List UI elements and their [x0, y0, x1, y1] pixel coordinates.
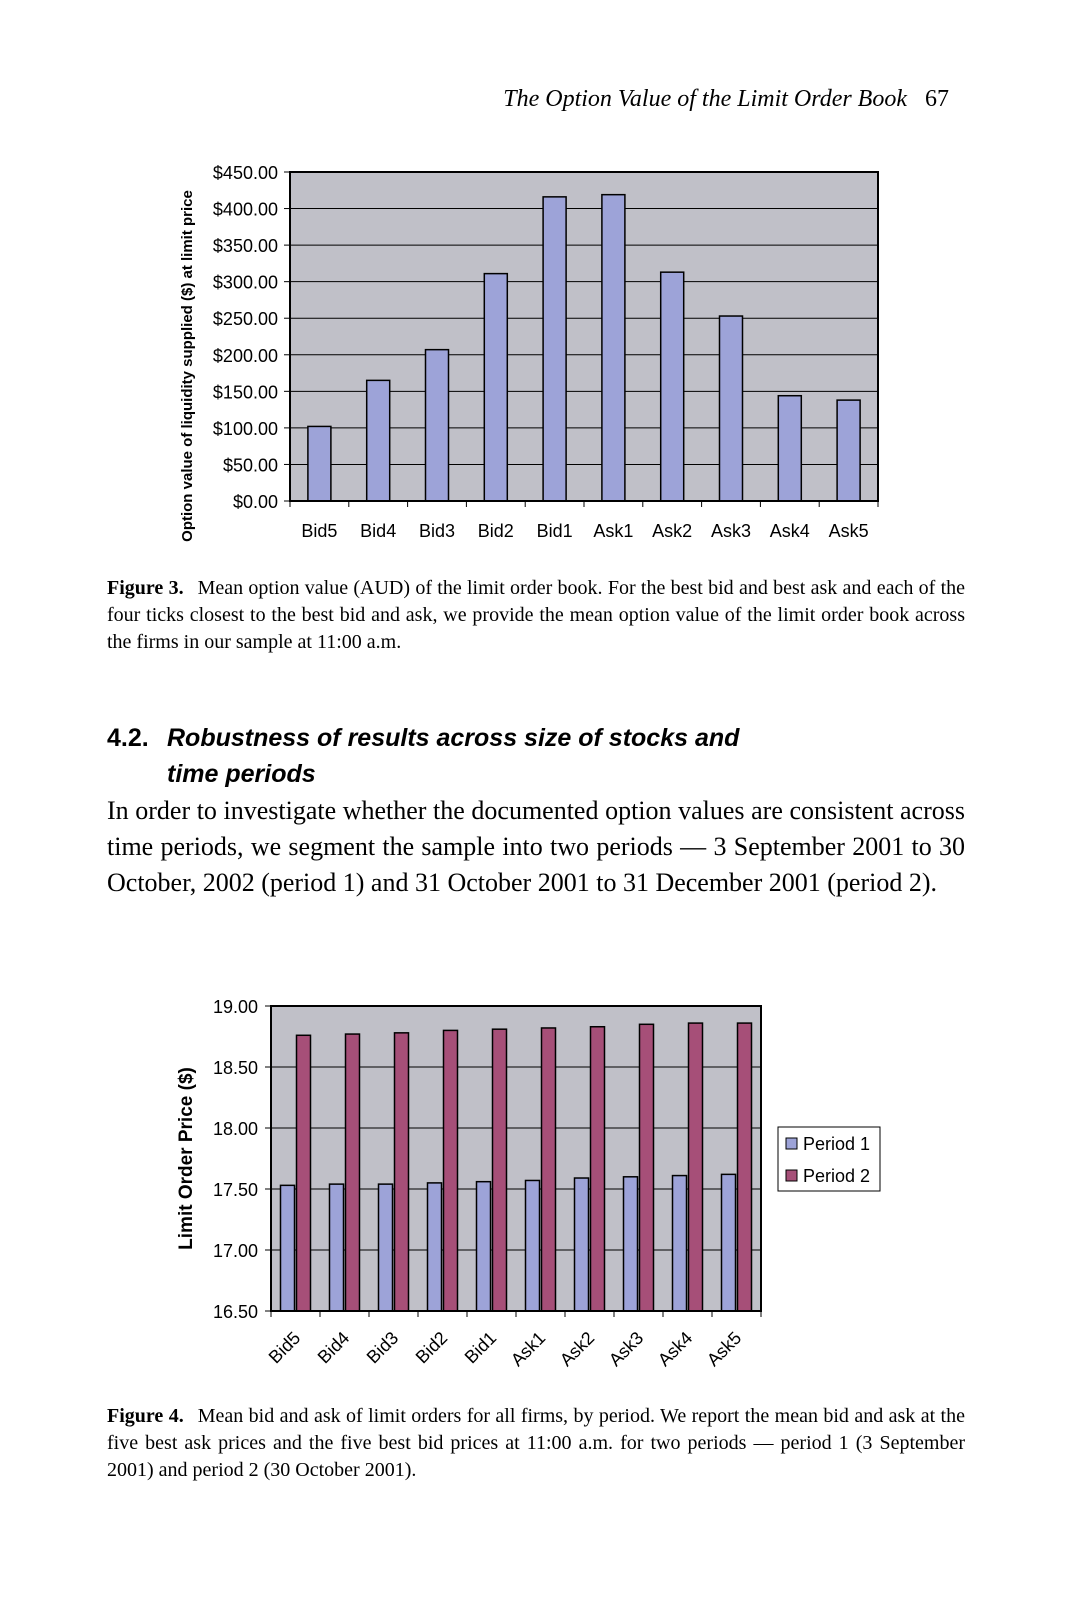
- bar: [837, 400, 860, 501]
- bar: [778, 396, 801, 501]
- legend-label: Period 2: [803, 1166, 871, 1186]
- bar-period-1: [624, 1177, 638, 1311]
- x-tick-label: Bid3: [362, 1327, 403, 1368]
- x-tick-label: Bid4: [313, 1327, 354, 1368]
- section-heading: [107, 720, 767, 792]
- legend-label: Period 1: [803, 1134, 871, 1154]
- bar: [543, 197, 566, 501]
- plot-area: [271, 1006, 761, 1311]
- y-tick-label: $50.00: [222, 455, 278, 476]
- y-tick-label: 16.50: [212, 1302, 258, 1322]
- y-tick-label: $400.00: [212, 199, 278, 220]
- x-tick-label: Ask3: [604, 1327, 648, 1371]
- y-tick-label: $150.00: [212, 382, 278, 403]
- y-tick-label: 18.00: [212, 1119, 258, 1139]
- bar: [308, 426, 331, 501]
- legend-swatch: [786, 1170, 797, 1181]
- bar: [661, 272, 684, 501]
- x-tick-label: Bid2: [411, 1327, 452, 1368]
- bar-period-2: [689, 1023, 703, 1311]
- x-tick-label: Ask2: [652, 521, 693, 541]
- x-tick-label: Ask4: [653, 1327, 697, 1371]
- y-tick-label: $300.00: [212, 272, 278, 293]
- bar-period-1: [379, 1184, 393, 1311]
- running-header: [503, 86, 949, 113]
- x-tick-label: Bid3: [418, 521, 456, 541]
- y-tick-label: $350.00: [212, 236, 278, 257]
- bar: [484, 274, 507, 501]
- y-tick-label: $200.00: [212, 345, 278, 366]
- x-tick-label: Bid4: [360, 521, 397, 541]
- section-number: 4.2.: [107, 724, 149, 752]
- figure-4-label: Figure 4.: [107, 1405, 184, 1427]
- figure-3-chart: [0, 150, 1069, 570]
- legend-swatch: [786, 1138, 797, 1149]
- bar-period-2: [395, 1033, 409, 1311]
- x-tick-label: Bid5: [301, 521, 338, 541]
- bar: [426, 350, 449, 501]
- bar-period-1: [477, 1182, 491, 1311]
- bar-period-1: [330, 1184, 344, 1311]
- bar-period-2: [346, 1034, 360, 1311]
- bar-period-1: [575, 1178, 589, 1311]
- y-tick-label: $250.00: [212, 309, 278, 330]
- bar-period-2: [297, 1035, 311, 1311]
- x-tick-label: Ask1: [506, 1327, 550, 1371]
- y-axis-title: Limit Order Price ($): [176, 1067, 197, 1250]
- bar-period-1: [281, 1185, 295, 1311]
- bar-period-2: [591, 1027, 605, 1311]
- bar-period-2: [542, 1028, 556, 1311]
- y-tick-label: $100.00: [212, 418, 278, 439]
- figure-4-caption-text: Mean bid and ask of limit orders for all firms, by period. We report the mean bid and ask at the five best ask prices and the five best bid prices at 11:00 a.m. for two periods — period 1 (3 September 2001) and period 2 (30 October 2001).: [107, 1405, 965, 1481]
- y-tick-label: 19.00: [212, 997, 258, 1017]
- bar-period-1: [428, 1183, 442, 1311]
- bar: [720, 316, 743, 501]
- x-tick-label: Ask5: [702, 1327, 746, 1371]
- bar-period-1: [526, 1180, 540, 1311]
- x-tick-label: Bid1: [460, 1327, 501, 1368]
- x-tick-label: Ask3: [710, 521, 752, 541]
- bar-period-2: [493, 1029, 507, 1311]
- x-tick-label: Ask5: [828, 521, 869, 541]
- bar-period-2: [444, 1030, 458, 1311]
- figure-3-caption: [107, 575, 965, 656]
- y-tick-label: $450.00: [212, 163, 278, 183]
- x-tick-label: Bid1: [536, 521, 573, 541]
- bar-period-1: [673, 1176, 687, 1311]
- bar-period-2: [738, 1023, 752, 1311]
- x-tick-label: Ask4: [769, 521, 810, 541]
- bar: [367, 380, 390, 501]
- y-tick-label: $0.00: [232, 492, 278, 512]
- section-title: Robustness of results across size of stocks and time periods: [167, 724, 740, 788]
- figure-4-chart: [0, 985, 1069, 1405]
- y-tick-label: 17.00: [212, 1241, 258, 1261]
- x-tick-label: Ask1: [593, 521, 634, 541]
- x-tick-label: Ask2: [555, 1327, 599, 1371]
- x-tick-label: Bid5: [264, 1327, 305, 1368]
- running-title: The Option Value of the Limit Order Book: [503, 86, 907, 112]
- body-paragraph: In order to investigate whether the documented option values are consistent across time periods, we segment the sample into two periods — 3 September 2001 to 30 October, 2002 (period 1) and 31 October 2001 to 31 December 2001 (period 2).: [107, 796, 965, 897]
- x-tick-label: Bid2: [477, 521, 514, 541]
- bar: [602, 195, 625, 501]
- y-axis-title: Option value of liquidity supplied ($) at limit price: [179, 190, 196, 542]
- figure-3-label: Figure 3.: [107, 577, 184, 599]
- y-tick-label: 17.50: [212, 1180, 258, 1200]
- figure-4-caption: [107, 1403, 965, 1484]
- figure-3-caption-text: Mean option value (AUD) of the limit order book. For the best bid and best ask and each of the four ticks closest to the best bid and ask, we provide the mean option value of the limit order book across the firms in our sample at 11:00 a.m.: [107, 577, 965, 653]
- bar-period-2: [640, 1024, 654, 1311]
- page-number: 67: [925, 86, 949, 112]
- y-tick-label: 18.50: [212, 1058, 258, 1078]
- bar-period-1: [722, 1174, 736, 1311]
